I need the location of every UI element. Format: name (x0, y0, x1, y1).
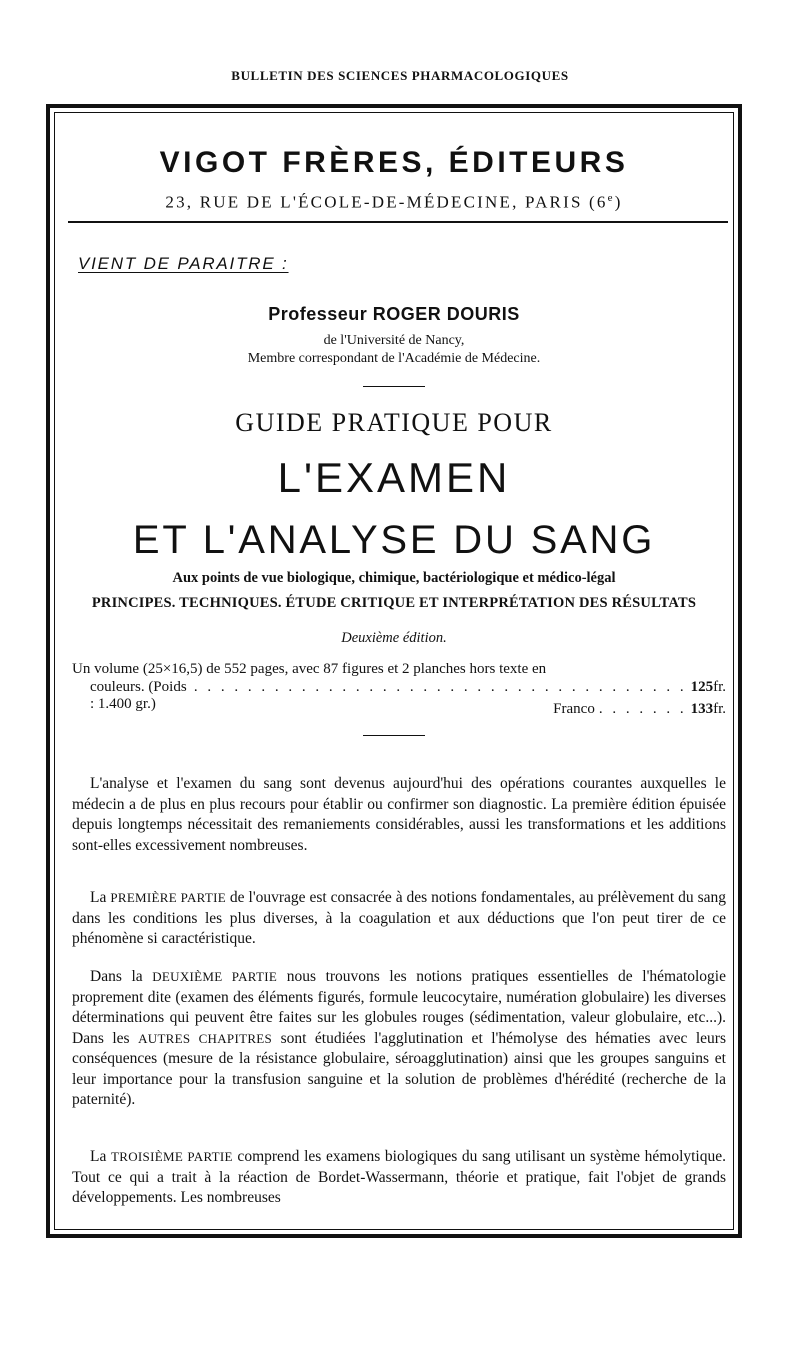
author-name: Professeur ROGER DOURIS (268, 304, 520, 324)
franco-label: Franco (553, 701, 595, 717)
volume-description: Un volume (25×16,5) de 552 pages, avec 87 figures et 2 planches hors texte en (72, 661, 547, 677)
edition-note: Deuxième édition. (341, 630, 447, 646)
running-head: BULLETIN DES SCIENCES PHARMACOLOGIQUES (231, 68, 569, 83)
separator-rule (363, 386, 425, 387)
paragraph-part-3 (72, 1147, 726, 1209)
book-title-prefix: GUIDE PRATIQUE POUR (235, 408, 553, 437)
text-run: Dans la (90, 968, 153, 985)
book-title-line-1: L'EXAMEN (277, 454, 511, 501)
price-value: 125 (690, 679, 714, 695)
advertisement-content (60, 118, 728, 1224)
text-run: de l'ouvrage est consacrée à des notions fondamentales, au prélèvement du sang dans les conditions les plus diverses, à la coagulation et aux déductions que l'on peut tirer de ce phénomène si caractéristique. (72, 889, 727, 947)
book-title-line-2: ET L'ANALYSE DU SANG (132, 518, 656, 562)
volume-weight: couleurs. (Poids : 1.400 gr.) (90, 679, 187, 712)
small-caps-run: PREMIÈRE PARTIE (110, 890, 226, 905)
address-superscript: e (607, 192, 615, 204)
text-run: La (90, 1148, 112, 1165)
address-close: ) (614, 192, 623, 212)
paragraph-part-2 (72, 967, 726, 1111)
franco-price-line (90, 701, 726, 718)
paragraph-intro: L'analyse et l'examen du sang sont devenus aujourd'hui des opérations courantes auxquelles le médecin a de plus en plus recours pour établir ou confirmer son diagnostic. La première édition épuisée depuis longtemps nécessitait des remaniements considérables, aussi les transformations et les additions sont-elles excessivement nombreuses. (72, 775, 726, 854)
price-unit: fr. (713, 679, 726, 695)
paragraph-part-1 (72, 888, 726, 950)
small-caps-run: DEUXIÈME PARTIE (152, 969, 278, 984)
advertisement-frame (46, 104, 742, 1238)
author-affiliation-2: Membre correspondant de l'Académie de Médecine. (247, 351, 541, 366)
text-run: nous trouvons les notions pratiques essentielles de l'hématologie proprement dite (examen des éléments figurés, formule leucocytaire, numération globulaire) les diverses déterminations qui peuvent être faites sur les globules rouges (sédimentation, valeur globulaire, etc...). Dans les (72, 968, 726, 1047)
book-contents-summary: PRINCIPES. TECHNIQUES. ÉTUDE CRITIQUE ET INTERPRÉTATION DES RÉSULTATS (91, 595, 697, 611)
vient-de-paraitre: VIENT DE PARAITRE : (78, 254, 289, 273)
author-affiliation-1: de l'Université de Nancy, (323, 333, 465, 348)
text-run: La (90, 889, 111, 906)
text-run: sont étudiées l'agglutination et l'hémolyse des hématies avec leurs conséquences (mesure de la résistance globulaire, séroagglutination) ainsi que les groupes sanguins et leur importance pour la transfusion sanguine et la solution de problèmes d'hérédité (recherche de la paternité). (72, 1029, 726, 1108)
small-caps-run: TROISIÈME PARTIE (111, 1149, 233, 1164)
publisher-name: VIGOT FRÈRES, ÉDITEURS (159, 146, 629, 179)
address-main: 23, RUE DE L'ÉCOLE-DE-MÉDECINE, PARIS (6 (165, 192, 608, 212)
separator-rule (363, 735, 425, 736)
franco-price-value: 133 (690, 701, 714, 717)
leader-dots-franco: . . . . . . . (598, 701, 687, 717)
header-rule (68, 221, 728, 223)
publisher-address (60, 192, 728, 213)
leader-dots: . . . . . . . . . . . . . . . . . . . . . . . . . . . . . . . . . . . . . (193, 679, 687, 695)
small-caps-run: AUTRES CHAPITRES (138, 1030, 273, 1046)
text-run: comprend les examens biologiques du sang utilisant un système hémolytique. Tout ce qui a trait à la réaction de Bordet-Wassermann, théorie et pratique, fait l'objet de grands développements. Les nombreuses (72, 1148, 726, 1206)
book-subtitle: Aux points de vue biologique, chimique, bactériologique et médico-légal (172, 570, 616, 586)
franco-price-unit: fr. (713, 701, 726, 717)
